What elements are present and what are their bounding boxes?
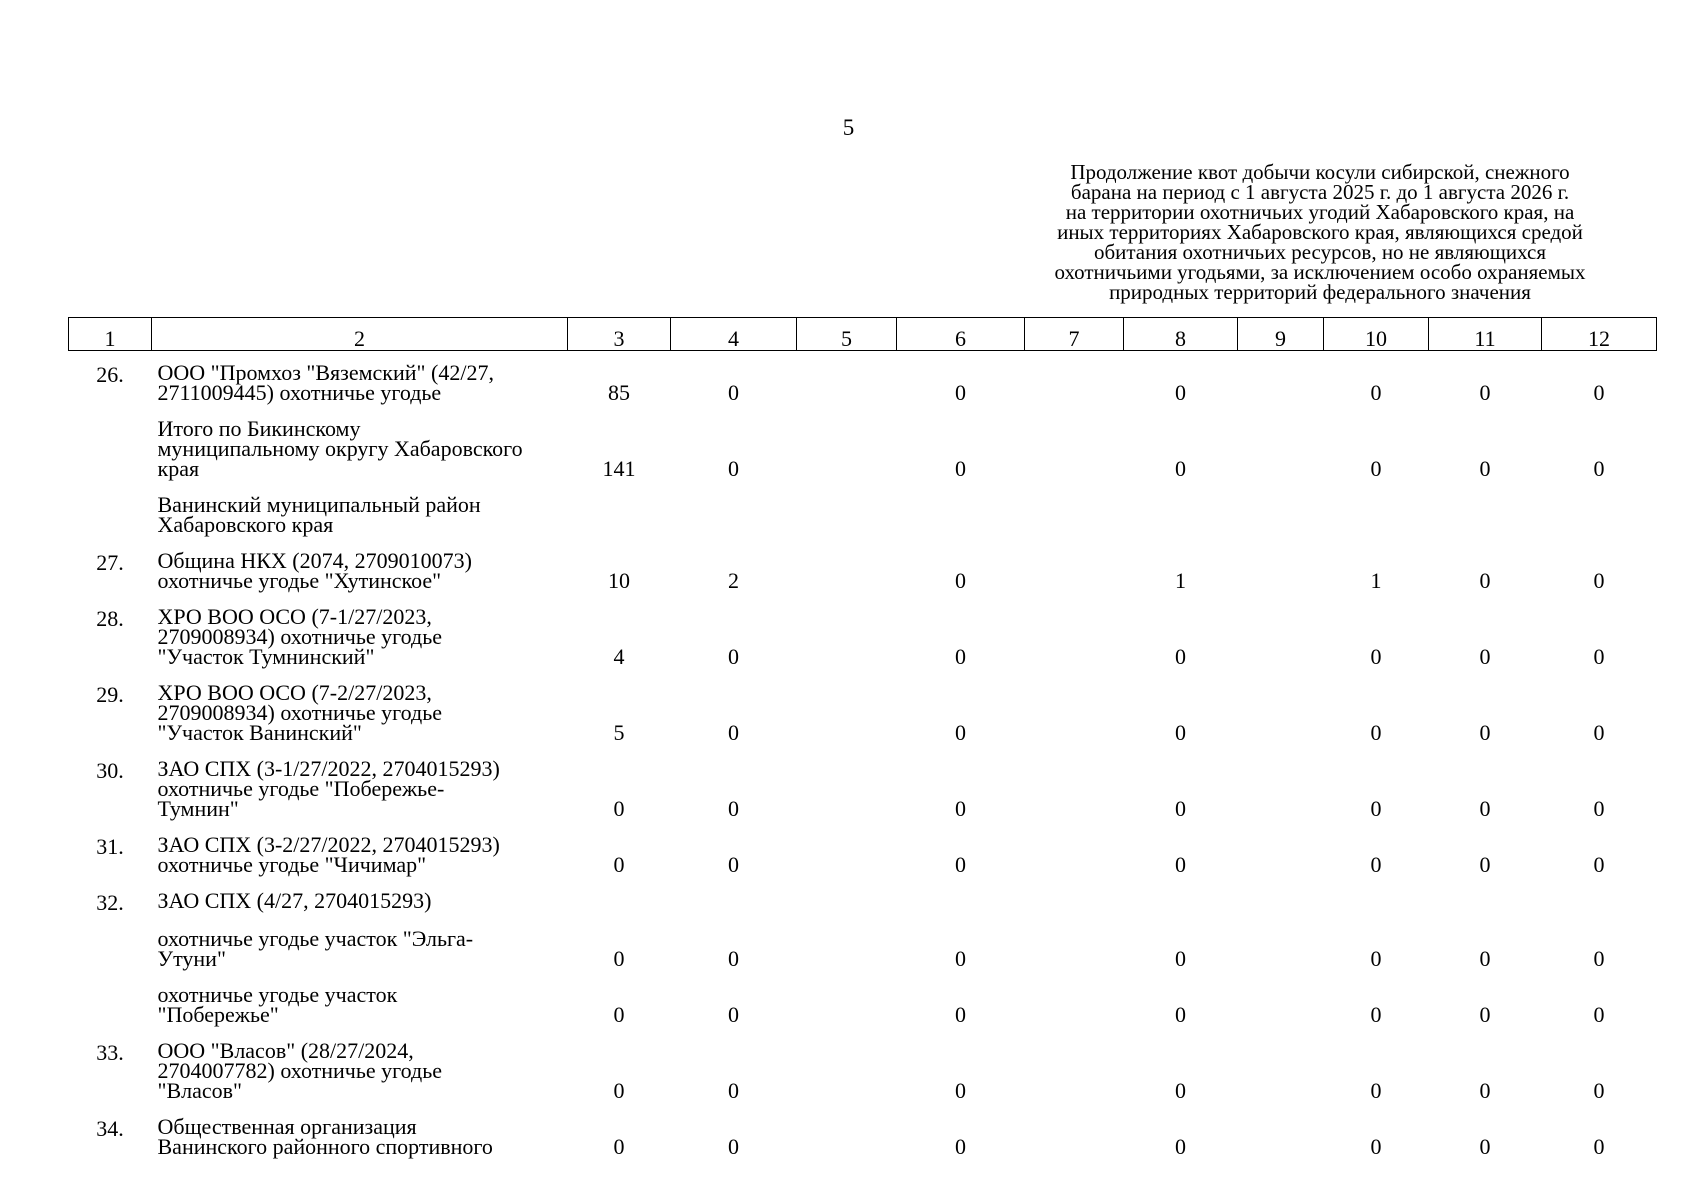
column-header-6: 6	[897, 318, 1025, 351]
cell-c3: 141	[602, 456, 636, 481]
table-row	[69, 483, 1657, 539]
row-name-text: ООО "Промхоз "Вяземский" (42/27, 2711009445) охотничье угодье	[157, 360, 494, 405]
cell-c4: 0	[728, 1002, 739, 1027]
row-name-text: ЗАО СПХ (3-2/27/2022, 2704015293) охотничье угодье "Чичимар"	[157, 832, 500, 877]
cell-c5	[797, 595, 897, 671]
cell-c7	[1025, 747, 1124, 823]
cell-c6: 0	[955, 568, 966, 593]
cell-c3: 0	[613, 852, 625, 877]
row-name	[152, 917, 568, 973]
cell-c7	[1025, 539, 1124, 595]
cell-c6: 0	[955, 1002, 966, 1027]
cell-c7	[1025, 1105, 1124, 1161]
cell-c7	[1025, 1029, 1124, 1105]
row-name-text: ООО "Власов" (28/27/2024, 2704007782) охотничье угодье "Власов"	[157, 1038, 443, 1103]
column-header-9: 9	[1238, 318, 1324, 351]
row-number: 30.	[96, 758, 124, 783]
cell-c11: 0	[1479, 852, 1491, 877]
cell-c8: 0	[1175, 1002, 1186, 1027]
cell-c3: 0	[613, 946, 625, 971]
cell-c9	[1238, 671, 1324, 747]
row-name-text: ЗАО СПХ (3-1/27/2022, 2704015293) охотничье угодье "Побережье- Тумнин"	[157, 756, 500, 821]
cell-c5	[797, 671, 897, 747]
cell-c6: 0	[955, 796, 966, 821]
cell-c9	[1238, 407, 1324, 483]
cell-c6: 0	[955, 720, 966, 745]
cell-c11: 0	[1479, 568, 1491, 593]
row-number	[69, 917, 152, 973]
cell-c11: 0	[1479, 720, 1491, 745]
cell-c4: 0	[728, 946, 739, 971]
cell-c9	[1238, 879, 1324, 917]
cell-c6	[897, 879, 1025, 917]
cell-c8: 1	[1175, 568, 1186, 593]
cell-c4: 2	[728, 568, 739, 593]
cell-c10	[1324, 483, 1429, 539]
cell-c8: 0	[1175, 1078, 1186, 1103]
row-name-text: ЗАО СПХ (4/27, 2704015293)	[157, 888, 432, 913]
cell-c11: 0	[1479, 1002, 1491, 1027]
cell-c12: 0	[1593, 1078, 1605, 1103]
cell-c8: 0	[1175, 852, 1186, 877]
table-body	[69, 351, 1657, 1162]
column-header-10: 10	[1324, 318, 1429, 351]
cell-c8: 0	[1175, 720, 1186, 745]
table-row	[69, 1029, 1657, 1105]
cell-c9	[1238, 595, 1324, 671]
cell-c4: 0	[728, 720, 739, 745]
cell-c10: 0	[1370, 796, 1382, 821]
column-header-5: 5	[797, 318, 897, 351]
cell-c10	[1324, 879, 1429, 917]
cell-c3	[568, 483, 671, 539]
table-row	[69, 973, 1657, 1029]
cell-c10: 0	[1370, 1078, 1382, 1103]
cell-c6	[897, 483, 1025, 539]
cell-c9	[1238, 539, 1324, 595]
row-name	[152, 483, 568, 539]
cell-c11: 0	[1479, 1134, 1491, 1159]
cell-c12	[1542, 879, 1657, 917]
cell-c4: 0	[728, 1078, 739, 1103]
cell-c4	[671, 483, 797, 539]
cell-c5	[797, 747, 897, 823]
cell-c5	[797, 351, 897, 408]
cell-c3: 0	[613, 1078, 625, 1103]
row-name-text: охотничье угодье участок "Эльга- Утуни"	[157, 926, 474, 971]
cell-c5	[797, 973, 897, 1029]
table-row	[69, 1105, 1657, 1161]
cell-c5	[797, 917, 897, 973]
row-number: 32.	[96, 890, 124, 915]
cell-c6: 0	[955, 456, 966, 481]
cell-c10: 0	[1370, 1002, 1382, 1027]
cell-c8: 0	[1175, 456, 1186, 481]
cell-c11	[1429, 879, 1542, 917]
cell-c3: 10	[608, 568, 630, 593]
row-name	[152, 407, 568, 483]
cell-c7	[1025, 407, 1124, 483]
cell-c11: 0	[1479, 380, 1491, 405]
cell-c5	[797, 823, 897, 879]
cell-c6: 0	[955, 946, 966, 971]
cell-c4: 0	[728, 1134, 739, 1159]
cell-c6: 0	[955, 852, 966, 877]
cell-c12: 0	[1593, 946, 1605, 971]
row-number	[69, 483, 152, 539]
cell-c6: 0	[955, 380, 966, 405]
row-name	[152, 539, 568, 595]
cell-c9	[1238, 823, 1324, 879]
column-number-header	[69, 318, 1657, 351]
cell-c4: 0	[728, 644, 739, 669]
cell-c4: 0	[728, 852, 739, 877]
column-header-1: 1	[69, 318, 152, 351]
cell-c5	[797, 483, 897, 539]
cell-c11: 0	[1479, 1078, 1491, 1103]
table-row	[69, 747, 1657, 823]
cell-c7	[1025, 595, 1124, 671]
cell-c7	[1025, 351, 1124, 408]
cell-c7	[1025, 671, 1124, 747]
cell-c9	[1238, 747, 1324, 823]
column-header-3: 3	[568, 318, 671, 351]
row-name	[152, 1029, 568, 1105]
cell-c5	[797, 1029, 897, 1105]
cell-c10: 0	[1370, 644, 1382, 669]
table-row	[69, 879, 1657, 917]
cell-c3: 0	[613, 1002, 625, 1027]
column-header-4: 4	[671, 318, 797, 351]
cell-c10: 0	[1370, 946, 1382, 971]
row-name-text: Община НКХ (2074, 2709010073) охотничье угодье "Хутинское"	[157, 548, 472, 593]
cell-c3: 0	[613, 1134, 625, 1159]
row-name-text: ХРО ВОО ОСО (7-1/27/2023, 2709008934) охотничье угодье "Участок Тумнинский"	[157, 604, 443, 669]
quota-table	[68, 317, 1657, 1161]
row-number: 29.	[96, 682, 124, 707]
row-name	[152, 973, 568, 1029]
row-number: 34.	[96, 1116, 124, 1141]
row-name-text: Итого по Бикинскому муниципальному округу Хабаровского края	[157, 416, 523, 481]
cell-c7	[1025, 917, 1124, 973]
cell-c12: 0	[1593, 1134, 1605, 1159]
cell-c9	[1238, 917, 1324, 973]
row-name	[152, 351, 568, 408]
cell-c12: 0	[1593, 796, 1605, 821]
cell-c5	[797, 539, 897, 595]
cell-c8: 0	[1175, 796, 1186, 821]
table-row	[69, 823, 1657, 879]
cell-c12: 0	[1593, 1002, 1605, 1027]
row-name	[152, 879, 568, 917]
cell-c8: 0	[1175, 644, 1186, 669]
cell-c3: 5	[613, 720, 625, 745]
cell-c4: 0	[728, 380, 739, 405]
cell-c11: 0	[1479, 644, 1491, 669]
column-header-2: 2	[152, 318, 568, 351]
cell-c10: 0	[1370, 380, 1382, 405]
cell-c7	[1025, 483, 1124, 539]
cell-c11	[1429, 483, 1542, 539]
row-number	[69, 407, 152, 483]
cell-c10: 0	[1370, 852, 1382, 877]
table-row	[69, 595, 1657, 671]
column-header-8: 8	[1124, 318, 1238, 351]
row-name-text: ХРО ВОО ОСО (7-2/27/2023, 2709008934) охотничье угодье "Участок Ванинский"	[157, 680, 443, 745]
page-number: 5	[842, 115, 855, 140]
cell-c11: 0	[1479, 946, 1491, 971]
cell-c12: 0	[1593, 456, 1605, 481]
cell-c5	[797, 407, 897, 483]
cell-c9	[1238, 973, 1324, 1029]
cell-c10: 0	[1370, 720, 1382, 745]
cell-c5	[797, 1105, 897, 1161]
cell-c3: 4	[613, 644, 625, 669]
row-number: 26.	[96, 362, 124, 387]
cell-c10: 1	[1370, 568, 1382, 593]
cell-c6: 0	[955, 644, 966, 669]
row-number: 27.	[96, 550, 124, 575]
row-name-text: охотничье угодье участок "Побережье"	[157, 982, 398, 1027]
column-header-11: 11	[1429, 318, 1542, 351]
row-name-text: Ванинский муниципальный район Хабаровского края	[157, 492, 481, 537]
cell-c6: 0	[955, 1078, 966, 1103]
row-number: 28.	[96, 606, 124, 631]
cell-c7	[1025, 879, 1124, 917]
row-name	[152, 823, 568, 879]
cell-c8: 0	[1175, 1134, 1186, 1159]
cell-c12: 0	[1593, 568, 1605, 593]
row-number	[69, 973, 152, 1029]
cell-c10: 0	[1370, 1134, 1382, 1159]
cell-c4: 0	[728, 796, 739, 821]
cell-c12: 0	[1593, 720, 1605, 745]
row-number: 33.	[96, 1040, 124, 1065]
cell-c4: 0	[728, 456, 739, 481]
cell-c9	[1238, 1029, 1324, 1105]
row-name-text: Общественная организация Ванинского районного спортивного	[157, 1114, 493, 1159]
cell-c12: 0	[1593, 644, 1605, 669]
column-header-7: 7	[1025, 318, 1124, 351]
cell-c6: 0	[955, 1134, 966, 1159]
column-header-12: 12	[1542, 318, 1657, 351]
cell-c7	[1025, 823, 1124, 879]
table-row	[69, 539, 1657, 595]
cell-c7	[1025, 973, 1124, 1029]
cell-c9	[1238, 483, 1324, 539]
cell-c11: 0	[1479, 796, 1491, 821]
table-row	[69, 407, 1657, 483]
cell-c8: 0	[1175, 380, 1186, 405]
cell-c8	[1124, 879, 1238, 917]
cell-c4	[671, 879, 797, 917]
cell-c3	[568, 879, 671, 917]
table-row	[69, 917, 1657, 973]
cell-c12	[1542, 483, 1657, 539]
row-name	[152, 747, 568, 823]
cell-c8	[1124, 483, 1238, 539]
row-name	[152, 1105, 568, 1161]
cell-c9	[1238, 351, 1324, 408]
table-row	[69, 671, 1657, 747]
table-row	[69, 351, 1657, 408]
cell-c8: 0	[1175, 946, 1186, 971]
cell-c3: 85	[608, 380, 630, 405]
row-name	[152, 595, 568, 671]
cell-c12: 0	[1593, 380, 1605, 405]
cell-c12: 0	[1593, 852, 1605, 877]
cell-c11: 0	[1479, 456, 1491, 481]
table-caption: Продолжение квот добычи косули сибирской, снежного барана на период с 1 августа 2025 г. до 1 августа 2026 г. на территории охотничьих угодий Хабаровского края, на иных территориях Хабаровского края, являющихся средой обитания охотничьих ресурсов, но не являющихся охотничьими угодьями, за исключением особо охраняемых природных территорий федерального значения	[1054, 160, 1586, 304]
cell-c9	[1238, 1105, 1324, 1161]
cell-c3: 0	[613, 796, 625, 821]
cell-c10: 0	[1370, 456, 1382, 481]
row-name	[152, 671, 568, 747]
row-number: 31.	[96, 834, 124, 859]
cell-c5	[797, 879, 897, 917]
